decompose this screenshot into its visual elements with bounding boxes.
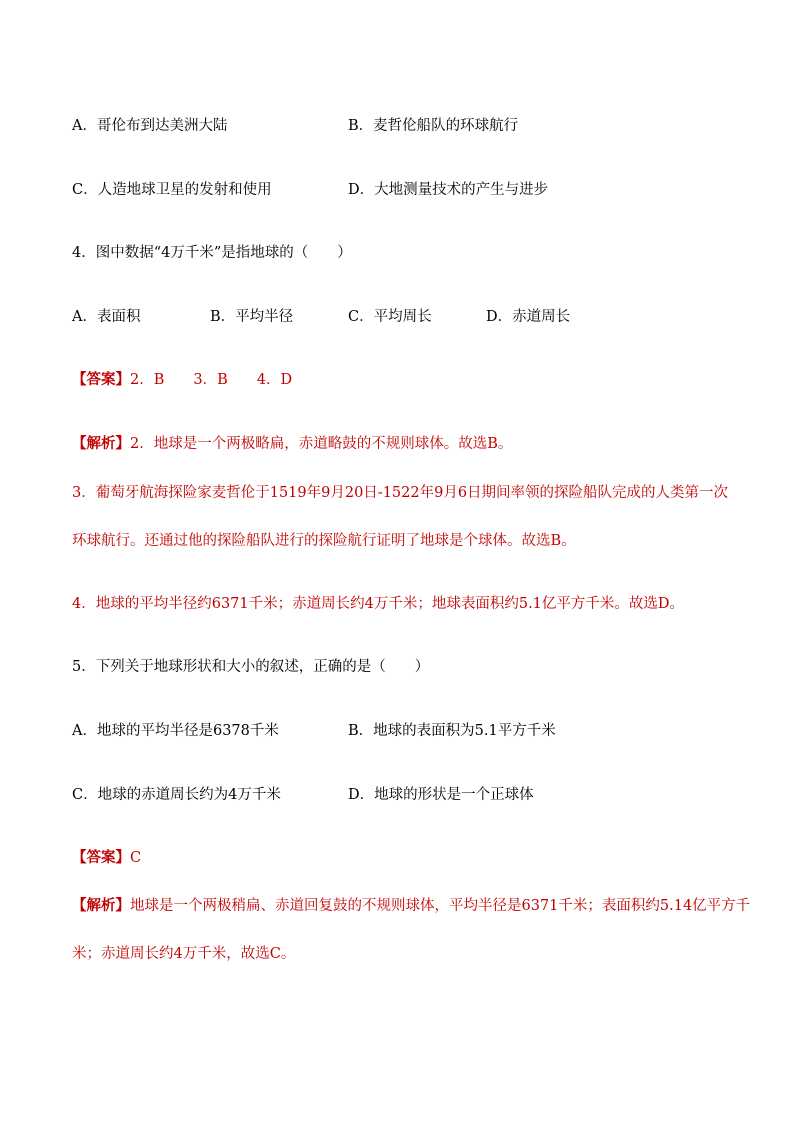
analysis-text-2: 3．葡萄牙航海探险家麦哲伦于1519年9月20日-1522年9月6日期间率领的探险船队完成的人类第一次 <box>72 485 729 501</box>
analysis-text-1: 2．地球是一个两极略扁，赤道略鼓的不规则球体。故选B。 <box>130 436 513 452</box>
q3-option-d: D．大地测量技术的产生与进步 <box>348 182 549 198</box>
q3-option-b: B．麦哲伦船队的环球航行 <box>348 118 519 134</box>
analysis2-text-2: 米；赤道周长约4万千米，故选C。 <box>72 946 296 962</box>
q5-option-c: C．地球的赤道周长约为4万千米 <box>72 787 281 803</box>
analysis2-line-1 <box>72 896 750 916</box>
answer-label-2: 【答案】 <box>72 849 130 866</box>
q4-option-c: C．平均周长 <box>348 309 432 325</box>
analysis-text-3: 环球航行。还通过他的探险船队进行的探险航行证明了地球是个球体。故选B。 <box>72 533 576 549</box>
answer-label: 【答案】 <box>72 371 130 388</box>
q5-option-d: D．地球的形状是一个正球体 <box>348 787 534 803</box>
answer-line-1 <box>72 370 292 390</box>
q3-option-c: C．人造地球卫星的发射和使用 <box>72 182 272 198</box>
analysis-line-1 <box>72 434 512 454</box>
answer-text: 2．B 3．B 4．D <box>130 372 293 388</box>
q5-option-b: B．地球的表面积为5.1平方千米 <box>348 723 556 739</box>
answer-line-2 <box>72 848 141 868</box>
q5-option-a: A．地球的平均半径是6378千米 <box>72 723 279 739</box>
q3-option-a: A．哥伦布到达美洲大陆 <box>72 118 228 134</box>
analysis-label-2: 【解析】 <box>72 897 130 914</box>
q4-option-d: D．赤道周长 <box>486 309 571 325</box>
q5-stem: 5．下列关于地球形状和大小的叙述，正确的是（ ） <box>72 659 430 675</box>
q4-option-b: B．平均半径 <box>210 309 294 325</box>
q4-stem: 4．图中数据“4万千米”是指地球的（ ） <box>72 245 352 261</box>
analysis-label: 【解析】 <box>72 435 130 452</box>
analysis2-text-1: 地球是一个两极稍扁、赤道回复鼓的不规则球体，平均半径是6371千米；表面积约5.14亿平方千 <box>130 898 751 914</box>
answer-text-2: C <box>130 850 142 866</box>
q4-option-a: A．表面积 <box>72 309 141 325</box>
analysis-text-4: 4．地球的平均半径约6371千米；赤道周长约4万千米；地球表面积约5.1亿平方千米。故选D。 <box>72 596 685 612</box>
